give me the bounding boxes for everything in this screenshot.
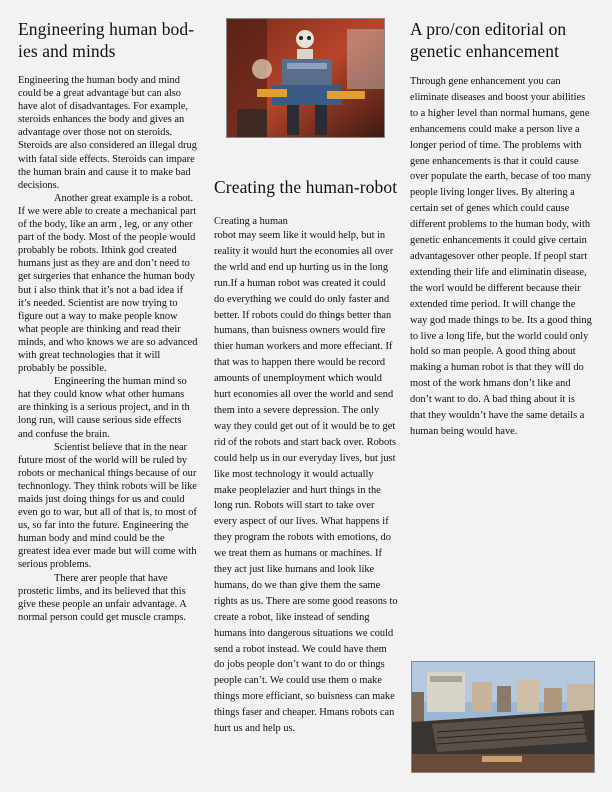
- article-engineering: [18, 74, 198, 624]
- city-photo: [411, 661, 595, 773]
- photo-robot-icon: [227, 19, 384, 137]
- heading-genetic: A pro/con editorial on genetic enhancement: [410, 19, 567, 61]
- robot-photo: [226, 18, 385, 138]
- article-human-robot: [214, 228, 398, 737]
- paragraph: Engineering the human body and mind could be a great advantage but can also have alot of disadvantages. For example, steroids enhances the body and gives an advantage over those not on steroids. Steroids are also considered an illegal drug with fatal side effects. Steroids can impare the human brain and cause it to make bad decisions.: [18, 75, 197, 191]
- article-genetic: [410, 74, 592, 440]
- paragraph: There arer people that have prostetic limbs, and its believed that this give these people an unfair advantage. A normal person could get muscle cramps.: [18, 572, 187, 623]
- subheading-human-robot: Creating a human: [214, 216, 288, 227]
- paragraph: Through gene enhancement you can eliminate diseases and boost your abilities to a higher level than normal humans, gene enhancemens could make a person live a longer period of time. The problems with gene enhancements is that it could cause over populate the earth, becase of too many people living longer lives. By altering a certain set of genes which could cause different problems to the human body, with genetic enhancements it could give certain advantagesover other people. If peopl start extending their life and eliminatin disease, the worl would be different because their extended time period. It will change the way god made things to be. Its a good thing to live a long life, but the world could only hold so man people. A good thing about making a human robot is that they will do most of the work hmans don’t like and don’t want to do. A bad thing about it is that they wouldn’t have the same details a human being would have.: [410, 76, 592, 437]
- paragraph: Another great example is a robot. If we were able to create a mechanical part of the body, like an arm , leg, or any other part of the body. Most of the people would probably be robots. Ithink god created humans just as they are and don’t need to get surgeries that enhance the human body but i also think that it’s not a bad idea if it’s needed. Scientist are now trying to figure out a way to make people know what people are thinking and read their minds, and who knows we are so advanced with great technologies that it will probably be possible.: [18, 192, 198, 375]
- paragraph: Engineering the human mind so hat they could know what other humans are thinking is a serious project, and in th long run, will cause serious side effects and confuse the brain.: [18, 376, 190, 440]
- paragraph: robot may seem like it would help, but in reality it would hurt the economies all over the wrld and end up hurting us in the long run.If a human robot was created it could do everything we could do only faster and better. If robots could do things better than humans, than buisness owners would fire thier human workers and more effeciant. If that was to happen there would be record amounts of unemployment which would hurt economies all over the world and send them into a severe depression. The only way they could get out of it would be to get rid of the robots and start back over. Robots could help us in our everyday lives, but just like most technology it would actually make peoplelazier and hurt things in the long run. Robots will start to take over every aspect of our lives. What happens if they program the robots with emotions, do we treat them as humans or machines. If they act just like humans and look like humans, do we than give them the same rights as us. There are some good reasons to create a robot, like instead of sending humans into dangerous situations we could send a robot instead. We could have them do jobs people don’t want to do or things people can’t. We could use them o make things more efficiant, so buisness can make things faser and cheaper. Hmans robots can hurt us and help us.: [214, 230, 398, 735]
- heading-human-robot: Creating the human-robot: [214, 177, 398, 197]
- column-genetic: [410, 18, 592, 440]
- photo-city-stadium-icon: [412, 662, 594, 772]
- heading-engineering: Engineering human bod-ies and minds: [18, 19, 195, 61]
- paragraph: Scientist believe that in the near future most of the world will be ruled by robots or mechanical things because of our technonlogy. They think robots will be like maids just doing things for us and could even go to war, but all of that is, to most of us, so far into the future. Engineering the human body and mind could be the greatest idea ever made but will come with serious problems.: [18, 441, 197, 571]
- column-engineering: [18, 18, 198, 624]
